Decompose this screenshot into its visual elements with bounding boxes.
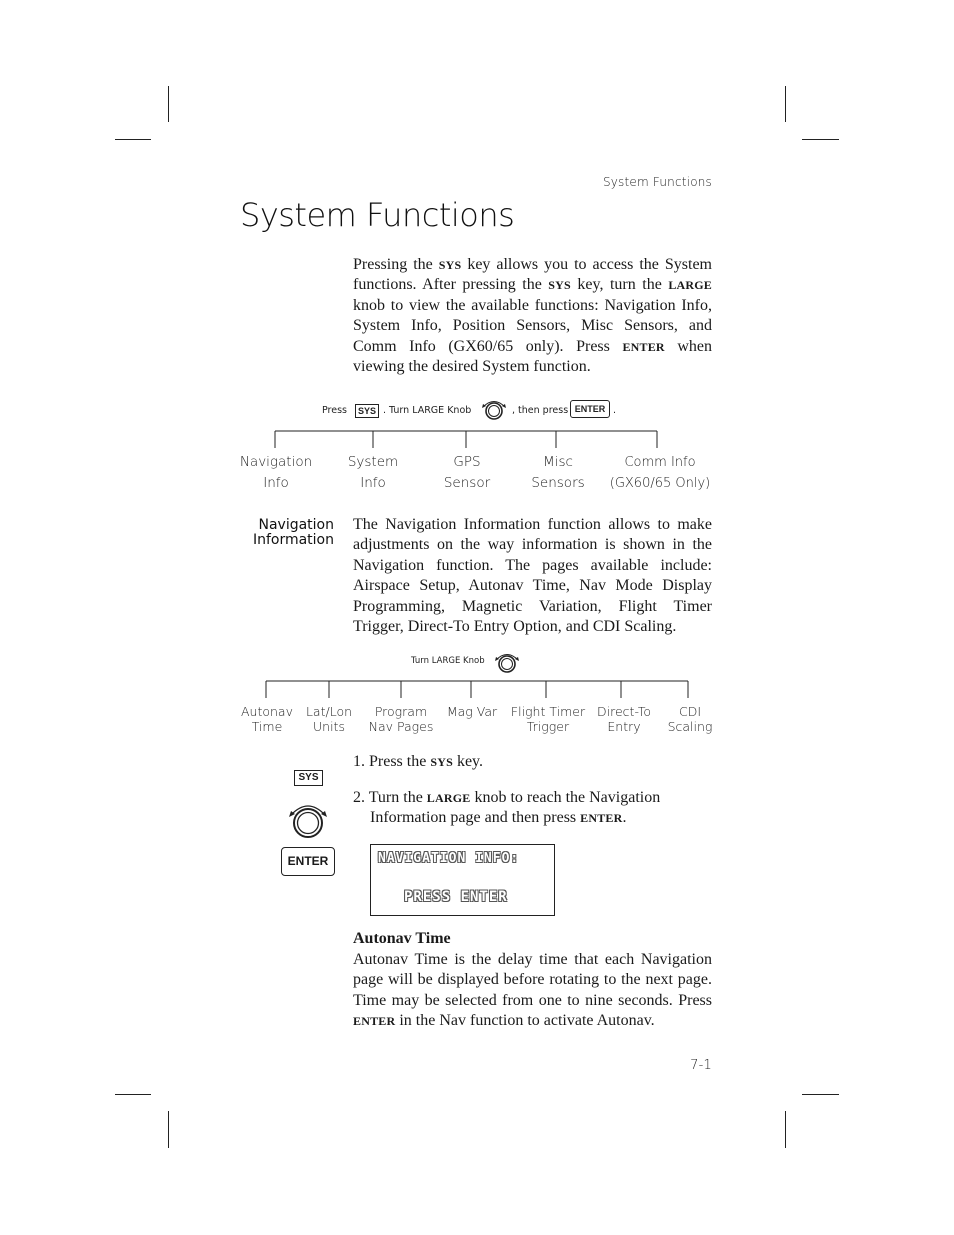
heading-line1: Navigation bbox=[258, 517, 334, 533]
step-text: . bbox=[622, 809, 627, 827]
tree-item-cdi-scaling bbox=[668, 704, 713, 734]
autonav-heading: Autonav Time bbox=[353, 930, 451, 947]
key-reference: LARGE bbox=[668, 278, 712, 293]
sys-key-icon: SYS bbox=[355, 404, 379, 418]
key-reference: ENTER bbox=[622, 339, 665, 354]
lcd-display bbox=[370, 844, 555, 916]
intro-text: key, turn the bbox=[570, 276, 669, 294]
enter-key-ref: ENTER bbox=[353, 1014, 396, 1029]
tree-item-line1: Misc bbox=[543, 454, 573, 470]
enter-key-icon: ENTER bbox=[570, 400, 610, 418]
tree-item-line2: Nav Pages bbox=[368, 719, 434, 734]
step-text: 2. Turn the bbox=[353, 789, 427, 806]
tree-item-line1: Direct-To bbox=[597, 704, 651, 719]
sys-key-ref: SYS bbox=[430, 755, 453, 769]
tree-item-line2: Sensors bbox=[531, 475, 585, 491]
key-reference: SYS bbox=[438, 258, 462, 272]
sys-key-icon: SYS bbox=[294, 770, 323, 786]
tree-item-program-nav-pages bbox=[369, 704, 434, 734]
tree-item-comm-info bbox=[610, 452, 711, 494]
page-number: 7-1 bbox=[690, 1058, 712, 1073]
tree-item-line1: CDI bbox=[678, 704, 702, 719]
intro-text: when viewing the desired System function. bbox=[353, 337, 713, 376]
autonav-text: in the Nav function to activate Autonav. bbox=[395, 1012, 655, 1030]
then-press-text: , then press bbox=[512, 405, 569, 416]
enter-key-ref: ENTER bbox=[580, 811, 623, 826]
enter-key-icon: ENTER bbox=[281, 847, 335, 876]
tree-item-line1: Navigation bbox=[239, 454, 313, 470]
knob-label: Turn LARGE Knob bbox=[411, 656, 485, 666]
tree-item-line2: Entry bbox=[607, 719, 641, 734]
large-key-ref: LARGE bbox=[426, 791, 471, 805]
tree-item-line1: Autonav bbox=[240, 704, 294, 719]
tree-item-misc-sensors bbox=[531, 452, 584, 494]
tree-item-line2: Units bbox=[313, 719, 345, 734]
tree-item-line1: Program bbox=[374, 704, 428, 719]
key-reference: SYS bbox=[548, 278, 571, 293]
tree-item-system-info bbox=[348, 452, 398, 494]
tree-item-mag-var bbox=[447, 704, 497, 719]
step-2 bbox=[353, 788, 712, 829]
tree-item-line1: GPS bbox=[453, 454, 481, 470]
tree-item-gps-sensor bbox=[444, 452, 490, 494]
intro-text: knob to view the available functions: Navigation Info, System Info, Position Sensors, Misc Sensors, and Comm Info (GX60/65 only). Press bbox=[353, 296, 712, 355]
step-text: Information page and then press bbox=[370, 809, 581, 827]
end-text: . bbox=[613, 405, 617, 416]
step-text: 1. Press the bbox=[353, 753, 431, 770]
nav-info-paragraph: The Navigation Information function allows to make adjustments on the way information is shown in the Navigation function. The pages available include: Airspace Setup, Autonav Time, Nav Mode Display Programming, Magnetic Variation, Flight Timer Trigger, Direct-To Entry Option, and CDI Scaling. bbox=[353, 516, 712, 636]
diagram2-knob-instruction bbox=[411, 650, 531, 678]
intro-text: key allows you to access the System functions. After pressing the bbox=[353, 256, 712, 294]
turn-text: . Turn LARGE Knob bbox=[383, 405, 472, 416]
step-text: key. bbox=[452, 753, 484, 770]
knob-icon bbox=[492, 650, 522, 676]
autonav-text: Autonav Time is the delay time that each Navigation page will be displayed before rotating to the next page. Time may be selected from one to nine seconds. Press bbox=[353, 951, 712, 1009]
tree-item-line1: Mag Var bbox=[446, 704, 498, 719]
tree-item-line1: Lat/Lon bbox=[305, 704, 353, 719]
tree-item-line2: Trigger bbox=[526, 719, 570, 734]
tree-item-line2: Info bbox=[360, 475, 386, 491]
tree-item-line1: System bbox=[347, 454, 399, 470]
step-1 bbox=[353, 752, 712, 772]
tree-item-line2: Scaling bbox=[667, 719, 713, 734]
tree-item-line2: (GX60/65 Only) bbox=[609, 476, 711, 491]
lcd-line2: PRESS ENTER bbox=[404, 889, 508, 905]
step-text: knob to reach the Navigation bbox=[470, 789, 661, 806]
lcd-line1: NAVIGATION INFO: bbox=[378, 851, 520, 866]
tree-item-direct-to-entry bbox=[597, 704, 651, 734]
knob-icon bbox=[286, 801, 330, 843]
section-heading-navigation-information bbox=[253, 518, 334, 548]
tree-item-flight-timer-trigger bbox=[511, 704, 585, 734]
press-text: Press bbox=[322, 405, 348, 416]
autonav-paragraph bbox=[353, 950, 712, 1032]
tree-item-line1: Flight Timer bbox=[510, 704, 586, 719]
heading-line2: Information bbox=[252, 532, 334, 548]
tree-item-line1: Comm Info bbox=[624, 455, 696, 470]
tree-item-autonav-time bbox=[241, 704, 293, 734]
tree-item-line2: Sensor bbox=[443, 475, 491, 491]
tree-item-line2: Info bbox=[263, 475, 289, 491]
tree-item-navigation-info bbox=[240, 452, 312, 494]
intro-text: Pressing the bbox=[353, 256, 439, 273]
page-title: System Functions bbox=[240, 196, 515, 234]
tree-item-latlon-units bbox=[306, 704, 352, 734]
tree-item-line2: Time bbox=[251, 719, 283, 734]
running-header: System Functions bbox=[602, 175, 712, 189]
